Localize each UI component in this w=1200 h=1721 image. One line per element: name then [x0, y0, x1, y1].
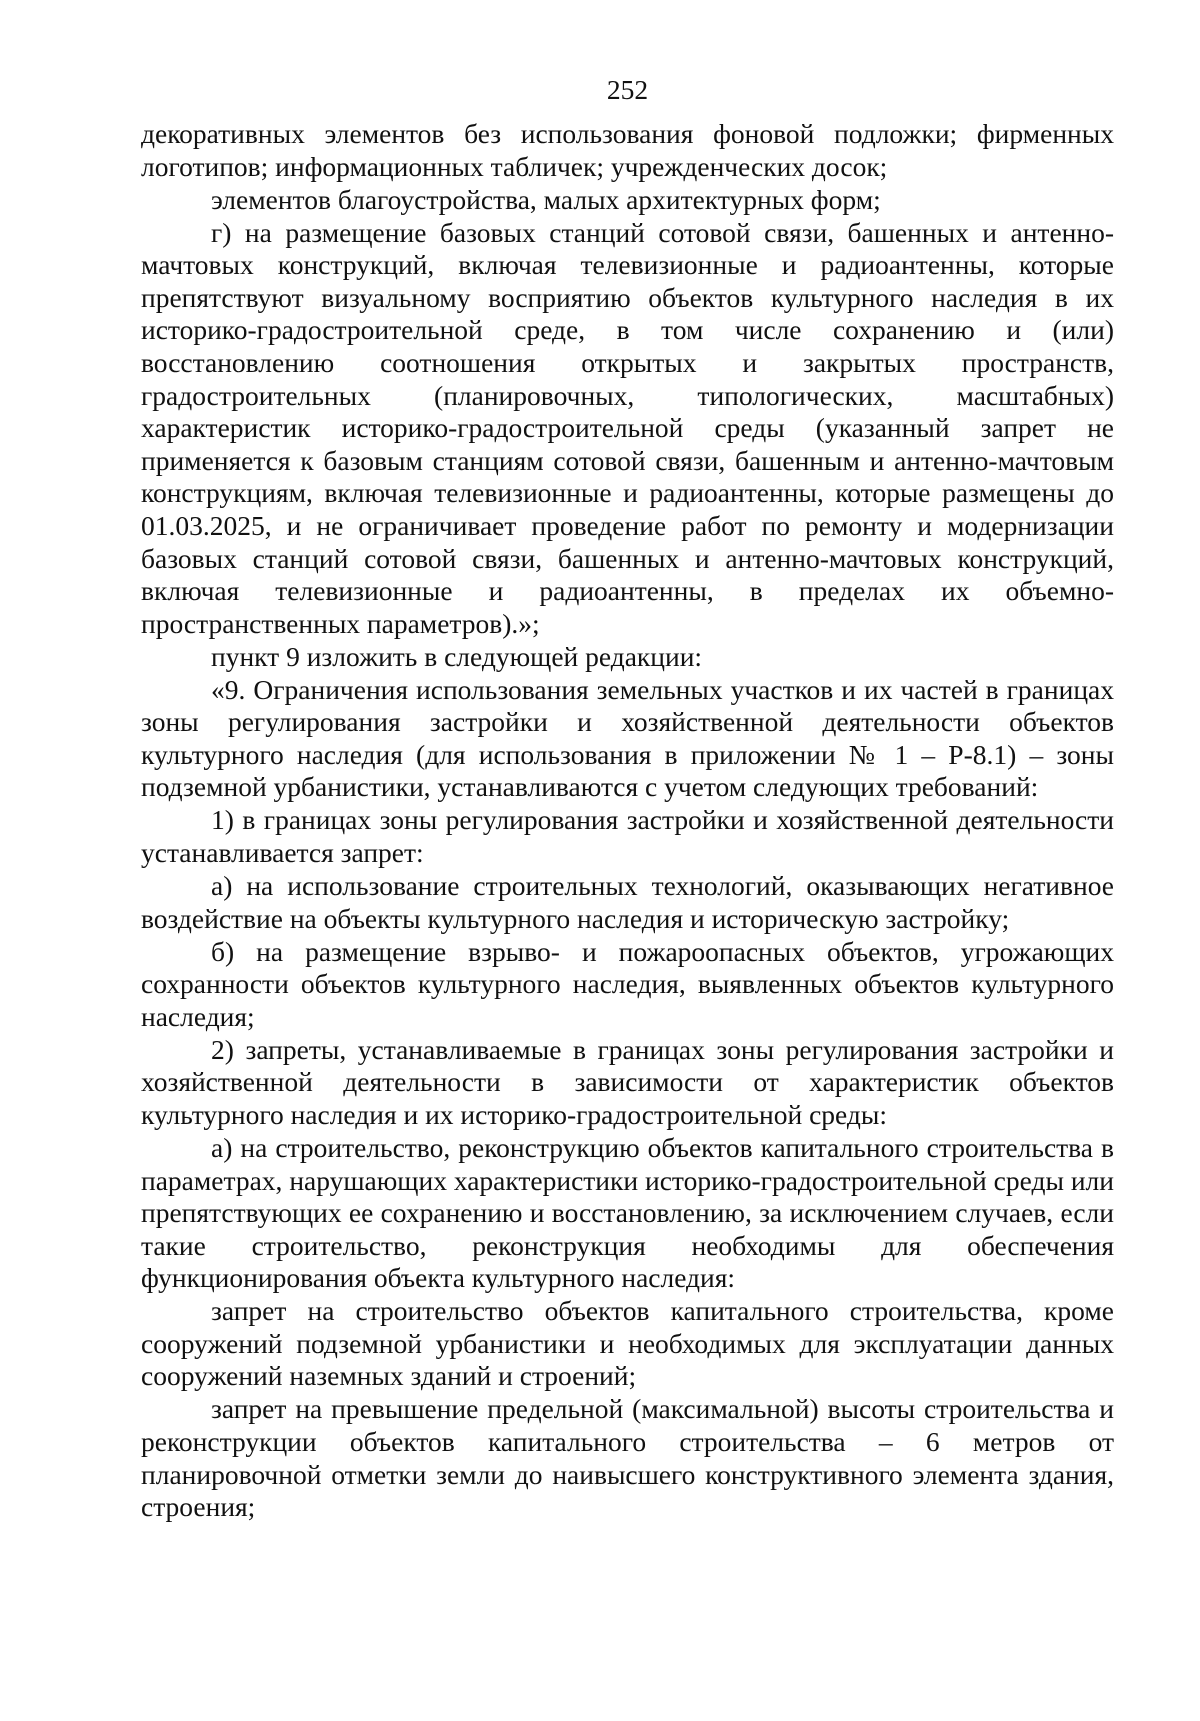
- paragraph-construction-ban: запрет на строительство объектов капитального строительства, кроме сооружений подземной урбанистики и необходимых для эксплуатации данных сооружений наземных зданий и строений;: [141, 1295, 1114, 1392]
- paragraph-point-9-instruction: пункт 9 изложить в следующей редакции:: [211, 640, 703, 672]
- paragraph-item-2-prohibitions: 2) запреты, устанавливаемые в границах зоны регулирования застройки и хозяйственной деятельности в зависимости от характеристик объектов культурного наследия и их историко-градостроительной среды:: [141, 1033, 1114, 1130]
- paragraph-continuation: декоративных элементов без использования фоновой подложки; фирменных логотипов; информационных табличек; учрежденческих досок;: [141, 118, 1114, 182]
- paragraph-item-b-hazardous-objects: б) на размещение взрыво- и пожароопасных объектов, угрожающих сохранности объектов культурного наследия, выявленных объектов культурного наследия;: [141, 935, 1114, 1032]
- paragraph-item-g-base-stations: г) на размещение базовых станций сотовой связи, башенных и антенно-мачтовых конструкций, включая телевизионные и радиоантенны, которые препятствуют визуальному восприятию объектов культурного наследия в их историко-градостроительной среде, в том числе сохранению и (или) восстановлению соотношения открытых и закрытых пространств, градостроительных (планировочных, типологических, масштабных) характеристик историко-градостроительной среды (указанный запрет не применяется к базовым станциям сотовой связи, башенным и антенно-мачтовым конструкциям, включая телевизионные и радиоантенны, которые размещены до 01.03.2025, и не ограничивает проведение работ по ремонту и модернизации базовых станций сотовой связи, башенных и антенно-мачтовых конструкций, включая телевизионные и радиоантенны, в пределах их объемно-пространственных параметров).»;: [141, 216, 1114, 639]
- paragraph-item-a-construction: а) на строительство, реконструкцию объектов капитального строительства в параметрах, нарушающих характеристики историко-градостроительной среды или препятствующих ее сохранению и восстановлению, за исключением случаев, если такие строительство, реконструкция необходимы для обеспечения функционирования объекта культурного наследия:: [141, 1131, 1114, 1294]
- paragraph-item-a-technologies: а) на использование строительных технологий, оказывающих негативное воздействие на объекты культурного наследия и историческую застройку;: [141, 870, 1114, 934]
- paragraph-point-9-restrictions: «9. Ограничения использования земельных участков и их частей в границах зоны регулирования застройки и хозяйственной деятельности объектов культурного наследия (для использования в приложении № 1 – Р-8.1) – зоны подземной урбанистики, устанавливаются с учетом следующих требований:: [141, 673, 1114, 803]
- paragraph-item-1-prohibition: 1) в границах зоны регулирования застройки и хозяйственной деятельности устанавливается запрет:: [141, 804, 1114, 869]
- page-number: 252: [606, 74, 649, 105]
- document-body: [141, 118, 1114, 1524]
- paragraph-landscaping-elements: элементов благоустройства, малых архитектурных форм;: [211, 183, 881, 215]
- paragraph-height-limit: запрет на превышение предельной (максимальной) высоты строительства и реконструкции объектов капитального строительства – 6 метров от планировочной отметки земли до наивысшего конструктивного элемента здания, строения;: [141, 1393, 1114, 1523]
